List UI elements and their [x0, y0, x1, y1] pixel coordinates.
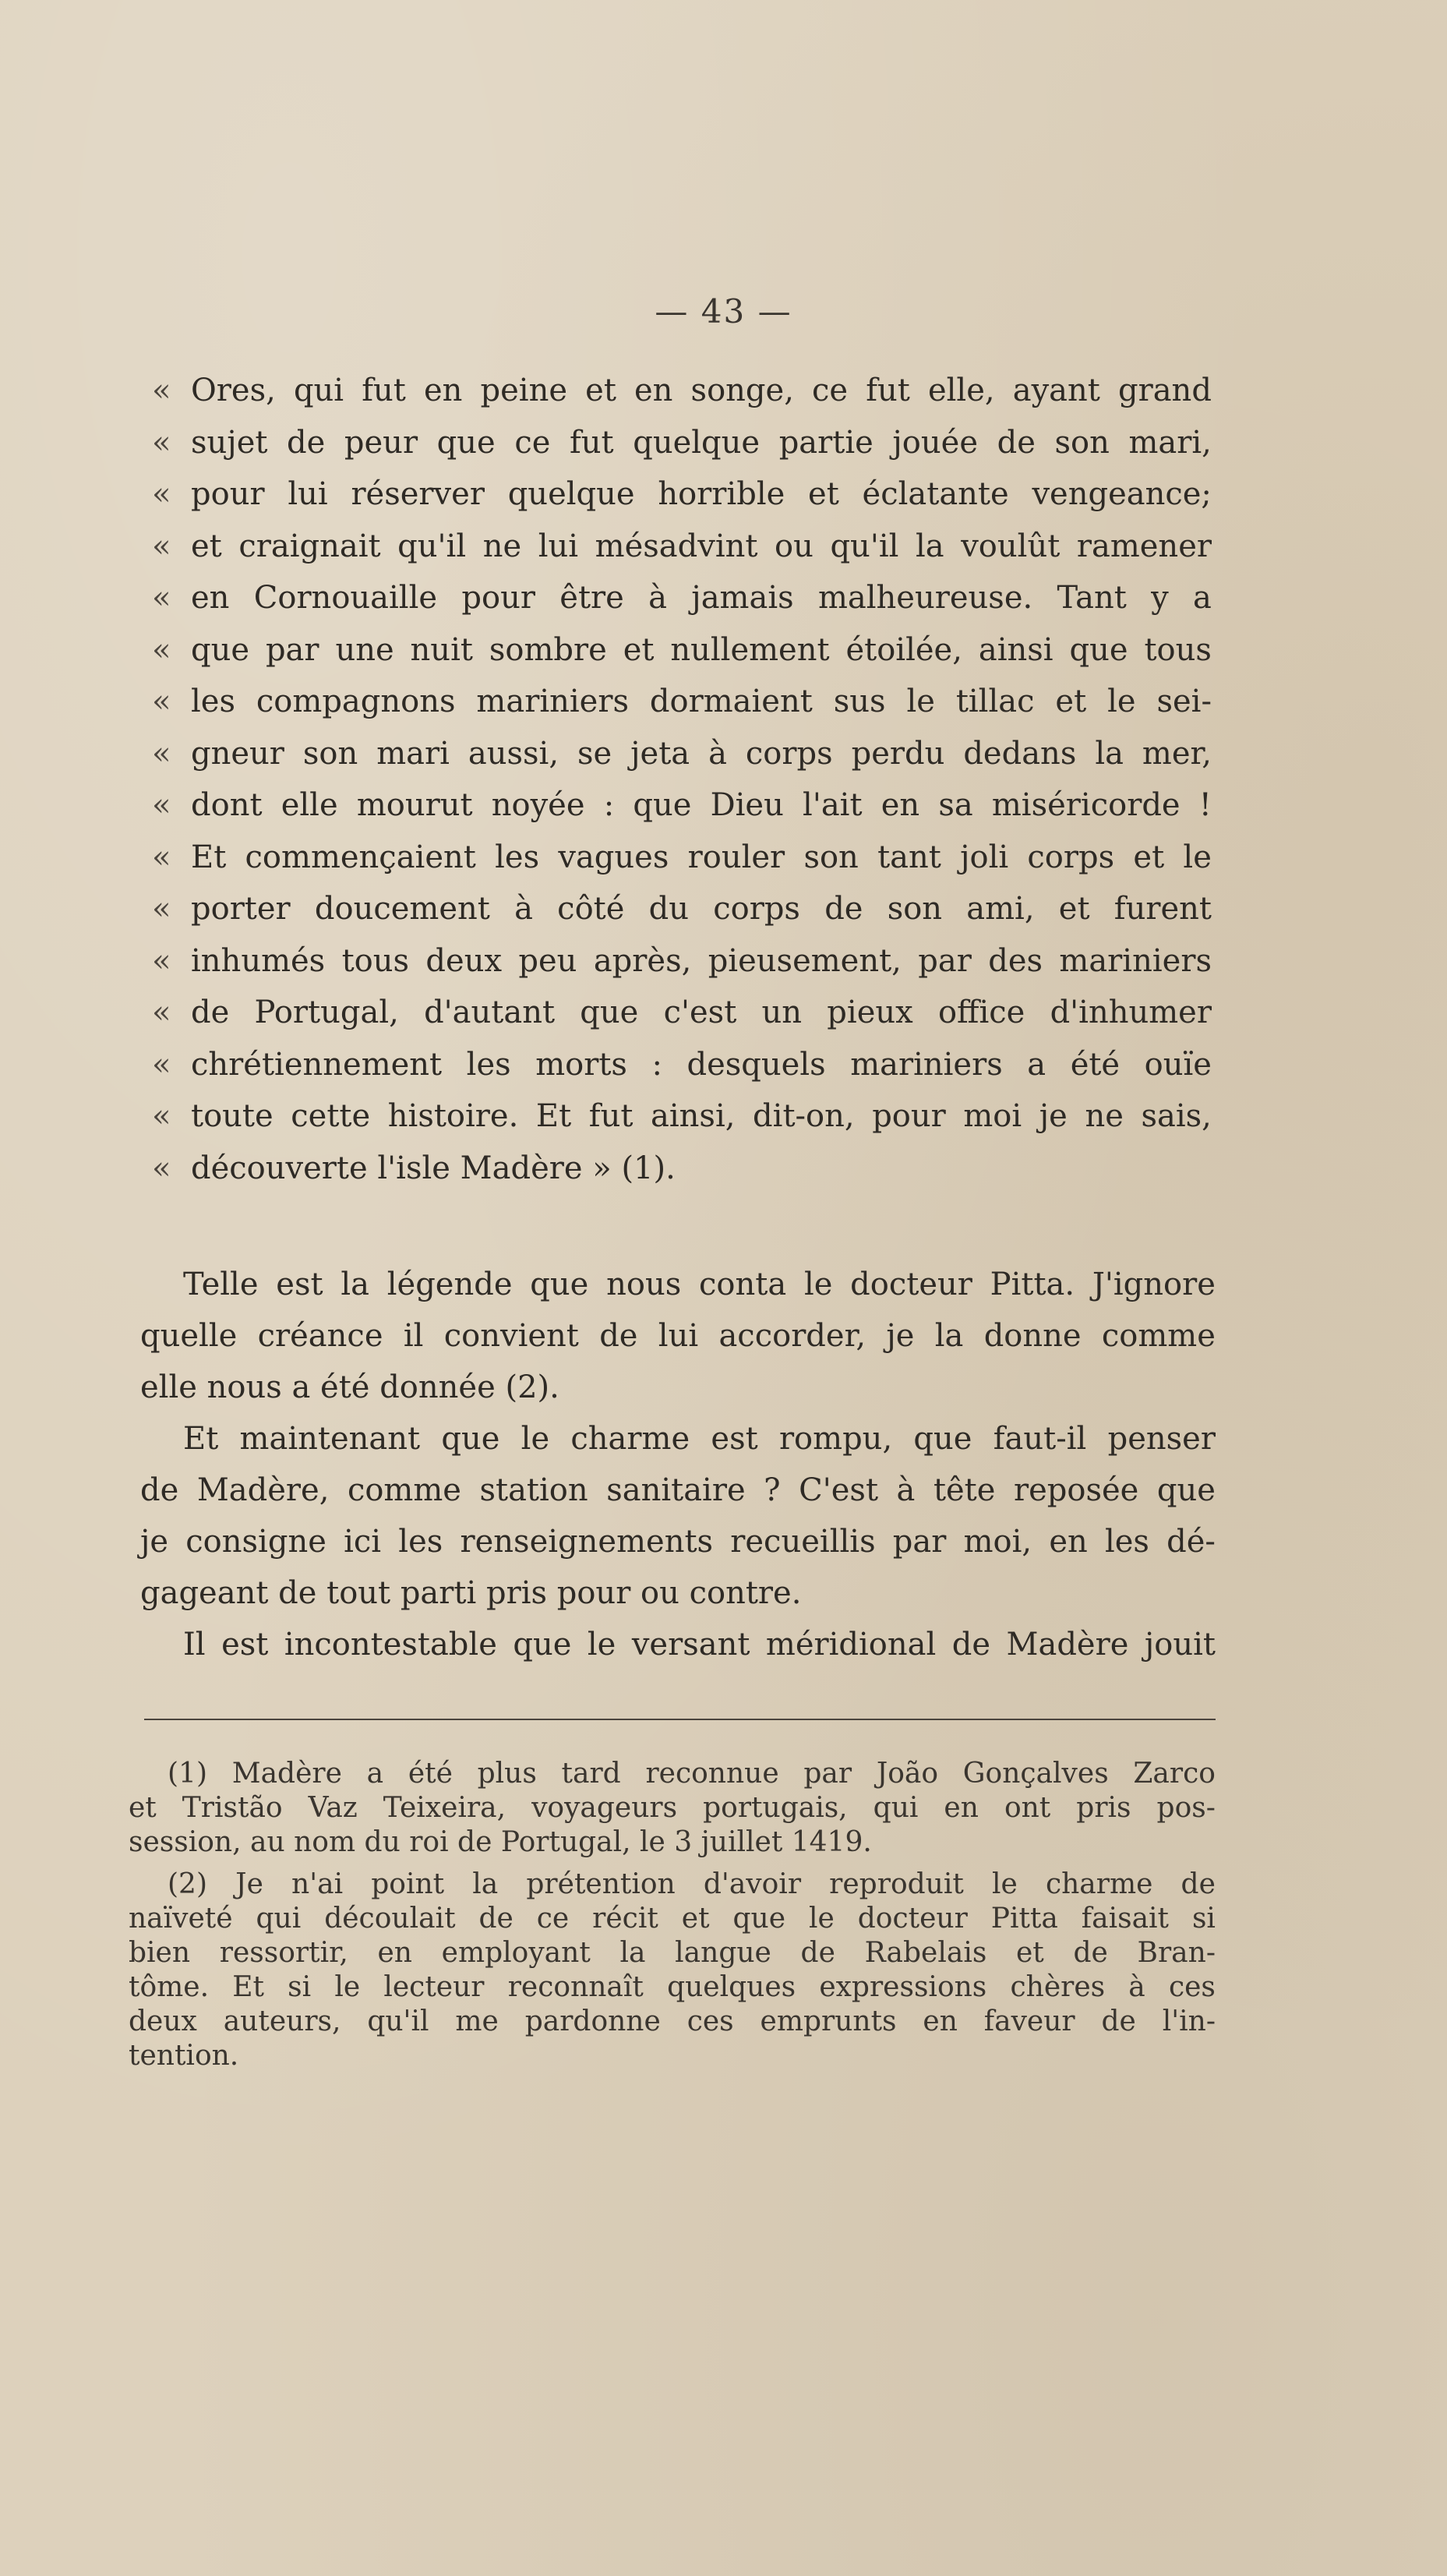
text-line: Et maintenant que le charme est rompu, que faut-il penser: [183, 1421, 1216, 1457]
paragraph-1: [140, 1259, 1216, 1413]
quote-line-text: de Portugal, d'autant que c'est un pieux office d'inhumer: [191, 995, 1212, 1030]
text-line: de Madère, comme station sanitaire ? C'est à tête reposée que: [140, 1472, 1216, 1508]
quote-line: [152, 684, 1212, 736]
quote-line-text: inhumés tous deux peu après, pieusement, par des mariniers: [191, 942, 1212, 979]
text-line: Il est incontestable que le versant méridional de Madère jouit: [183, 1627, 1216, 1663]
footnote-line: et Tristão Vaz Teixeira, voyageurs portugais, qui en ont pris pos-: [129, 1792, 1216, 1824]
quote-line-text: pour lui réserver quelque horrible et éclatante vengeance;: [191, 476, 1212, 512]
quote-line: [152, 528, 1212, 581]
footnotes: [129, 1758, 1216, 2074]
footnote-line: session, au nom du roi de Portugal, le 3 juillet 1419.: [129, 1826, 872, 1858]
footnote-1: [129, 1758, 1216, 1860]
quote-line: [152, 632, 1212, 684]
quote-line: [152, 425, 1212, 477]
quote-mark: «: [152, 995, 171, 1030]
quote-line: [152, 476, 1212, 528]
quote-line: [152, 373, 1212, 425]
quote-line: [152, 580, 1212, 632]
text-line: Telle est la légende que nous conta le docteur Pitta. J'ignore: [183, 1267, 1216, 1302]
footnote-line: (2) Je n'ai point la prétention d'avoir reproduit le charme de: [168, 1868, 1216, 1900]
quote-line: [152, 1098, 1212, 1150]
text-line: quelle créance il convient de lui accorder, je la donne comme: [140, 1318, 1216, 1354]
quote-mark: «: [152, 787, 171, 823]
quote-mark: «: [152, 839, 171, 875]
quote-line-text: découverte l'isle Madère » (1).: [191, 1150, 676, 1186]
text-line: gageant de tout parti pris pour ou contre.: [140, 1575, 802, 1611]
quote-line-text: en Cornouaille pour être à jamais malheureuse. Tant y a: [191, 580, 1212, 616]
footnote-line: tention.: [129, 2040, 239, 2072]
quote-line-text: gneur son mari aussi, se jeta à corps perdu dedans la mer,: [191, 735, 1212, 772]
quote-mark: «: [152, 476, 171, 512]
quote-line-text: les compagnons mariniers dormaient sus le tillac et le sei-: [191, 684, 1212, 719]
quote-mark: «: [152, 1046, 171, 1083]
text-line: je consigne ici les renseignements recueillis par moi, en les dé-: [140, 1524, 1216, 1560]
quote-mark: «: [152, 373, 171, 408]
footnote-line: bien ressortir, en employant la langue de Rabelais et de Bran-: [129, 1937, 1216, 1969]
quote-line-text: Et commençaient les vagues rouler son tant joli corps et le: [191, 839, 1212, 875]
quote-mark: «: [152, 1150, 171, 1186]
footnote-line: (1) Madère a été plus tard reconnue par João Gonçalves Zarco: [168, 1758, 1216, 1790]
quote-line: [152, 1047, 1212, 1099]
quote-line-text: toute cette histoire. Et fut ainsi, dit-on, pour moi je ne sais,: [191, 1098, 1212, 1134]
footnote-line: tôme. Et si le lecteur reconnaît quelques expressions chères à ces: [129, 1971, 1216, 2003]
page-number: — 43 —: [655, 292, 792, 330]
quote-mark: «: [152, 528, 171, 564]
quote-mark: «: [152, 424, 171, 461]
quote-line: [152, 736, 1212, 788]
footnote-2: [129, 1868, 1216, 2074]
text-line: elle nous a été donnée (2).: [140, 1369, 559, 1405]
footnote-line: deux auteurs, qu'il me pardonne ces emprunts en faveur de l'in-: [129, 2005, 1216, 2037]
quote-line: [152, 943, 1212, 995]
quote-line: [152, 995, 1212, 1047]
quote-mark: «: [152, 735, 171, 772]
quote-line-text: porter doucement à côté du corps de son ami, et furent: [191, 891, 1212, 927]
quote-line: [152, 839, 1212, 892]
quote-mark: «: [152, 891, 171, 927]
quote-line-text: sujet de peur que ce fut quelque partie jouée de son mari,: [191, 424, 1212, 461]
quote-mark: «: [152, 631, 171, 668]
quoted-legend: [152, 373, 1212, 1202]
quote-line-text: chrétiennement les morts : desquels mariniers a été ouïe: [191, 1046, 1212, 1083]
quote-line-text: Ores, qui fut en peine et en songe, ce fut elle, ayant grand: [191, 373, 1212, 408]
footnote-line: naïveté qui découlait de ce récit et que le docteur Pitta faisait si: [129, 1903, 1216, 1935]
quote-line: [152, 1150, 1212, 1203]
quote-line-text: dont elle mourut noyée : que Dieu l'ait en sa miséricorde !: [191, 787, 1212, 823]
quote-mark: «: [152, 580, 171, 616]
quote-mark: «: [152, 942, 171, 979]
footnote-rule: [144, 1719, 1216, 1720]
quote-line-text: et craignait qu'il ne lui mésadvint ou qu'il la voulût ramener: [191, 528, 1212, 564]
paragraph-3: [140, 1619, 1216, 1670]
quote-line-text: que par une nuit sombre et nullement étoilée, ainsi que tous: [191, 631, 1212, 668]
quote-mark: «: [152, 684, 171, 719]
quote-line: [152, 891, 1212, 943]
quote-line: [152, 787, 1212, 839]
paragraph-2: [140, 1413, 1216, 1619]
quote-mark: «: [152, 1098, 171, 1134]
